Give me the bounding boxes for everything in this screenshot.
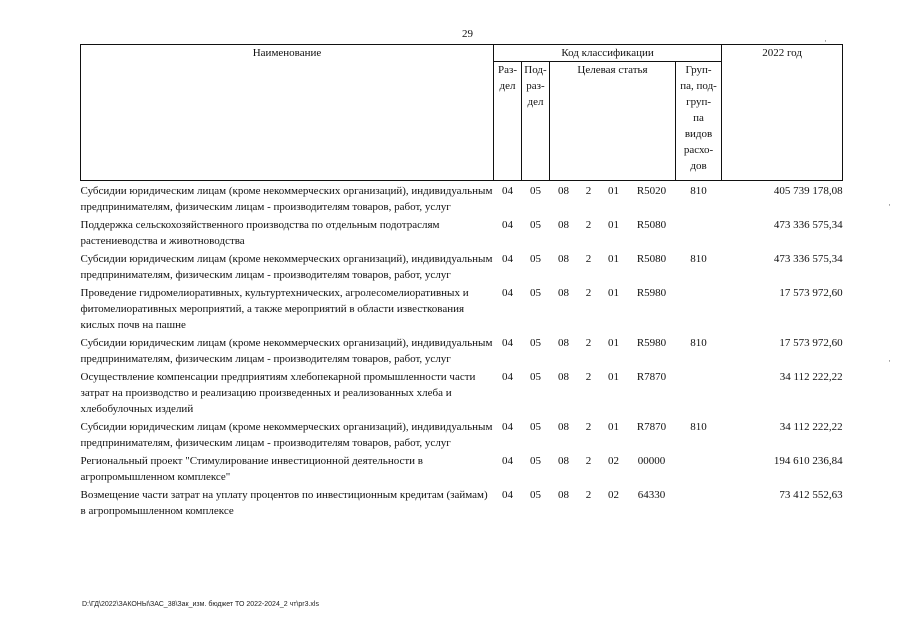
header-razdel: Раз- дел — [494, 62, 522, 181]
row-podrazdel: 05 — [530, 371, 541, 383]
row-cs1: 08 — [558, 253, 569, 265]
row-amount: 473 336 575,34 — [773, 219, 843, 231]
row-amount: 473 336 575,34 — [773, 253, 843, 265]
table-row — [81, 283, 843, 333]
row-name: Региональный проект "Стимулирование инвестиционной деятельности в агропромышленном комплексе" — [80, 455, 423, 483]
row-vr: 810 — [690, 337, 707, 349]
row-cs3: 01 — [608, 371, 619, 383]
row-podrazdel: 05 — [530, 489, 541, 501]
table-row — [81, 485, 843, 519]
header-name: Наименование — [81, 45, 494, 181]
table-row — [81, 367, 843, 417]
row-name: Субсидии юридическим лицам (кроме некоммерческих организаций), индивидуальным предпринимателям, физическим лицам - производителям товаров, работ, услуг — [80, 337, 493, 365]
row-name: Возмещение части затрат на уплату процентов по инвестиционным кредитам (займам) в агропромышленном комплексе — [80, 489, 488, 517]
row-cs4: 64330 — [637, 489, 666, 501]
row-vr — [676, 485, 722, 519]
footer-file-path: D:\ГД\2022\ЗАКОНЫ\ЗАС_38\Зак_изм. бюджет ТО 2022-2024_2 чт\pr3.xls — [82, 601, 319, 608]
row-cs1: 08 — [558, 421, 569, 433]
row-cs3: 01 — [608, 185, 619, 197]
row-cs4: R5020 — [636, 185, 667, 197]
row-cs3: 02 — [608, 455, 619, 467]
header-year: 2022 год — [722, 45, 843, 181]
row-name: Осуществление компенсации предприятиям хлебопекарной промышленности части затрат на производство и реализацию произведенных и реализованных хлеба и хлебобулочных изделий — [80, 371, 476, 415]
row-cs4: R5980 — [636, 337, 667, 349]
row-cs2: 2 — [585, 219, 592, 231]
row-vr — [676, 451, 722, 485]
row-cs3: 01 — [608, 337, 619, 349]
table-row — [81, 181, 843, 216]
row-vr — [676, 215, 722, 249]
table-row — [81, 215, 843, 249]
row-cs2: 2 — [585, 185, 592, 197]
row-podrazdel: 05 — [530, 219, 541, 231]
row-cs1: 08 — [558, 489, 569, 501]
row-amount: 194 610 236,84 — [773, 455, 843, 467]
row-razdel: 04 — [502, 337, 513, 349]
row-cs1: 08 — [558, 287, 569, 299]
row-razdel: 04 — [502, 253, 513, 265]
row-cs2: 2 — [585, 371, 592, 383]
row-cs4: R5080 — [636, 219, 667, 231]
row-razdel: 04 — [502, 421, 513, 433]
row-cs2: 2 — [585, 455, 592, 467]
table-row — [81, 451, 843, 485]
row-cs4: R7870 — [636, 371, 667, 383]
header-group: Груп- па, под- груп- па видов расхо- дов — [676, 62, 722, 181]
row-cs2: 2 — [585, 337, 592, 349]
row-name: Проведение гидромелиоративных, культуртехнических, агролесомелиоративных и фитомелиоративных мероприятий, а также мероприятий в области известкования кислых почв на пашне — [80, 287, 469, 331]
row-cs4: 00000 — [637, 455, 666, 467]
row-amount: 34 112 222,22 — [779, 371, 843, 383]
header-podrazdel: Под- раз- дел — [522, 62, 550, 181]
header-code: Код классификации — [494, 45, 722, 62]
row-amount: 17 573 972,60 — [779, 337, 843, 349]
row-cs1: 08 — [558, 185, 569, 197]
row-cs1: 08 — [558, 371, 569, 383]
row-cs1: 08 — [558, 219, 569, 231]
row-cs4: R5080 — [636, 253, 667, 265]
row-vr: 810 — [690, 185, 707, 197]
row-vr — [676, 283, 722, 333]
row-vr — [676, 367, 722, 417]
row-cs2: 2 — [585, 253, 592, 265]
row-name: Субсидии юридическим лицам (кроме некоммерческих организаций), индивидуальным предпринимателям, физическим лицам - производителям товаров, работ, услуг — [80, 421, 493, 449]
row-cs4: R5980 — [636, 287, 667, 299]
row-amount: 405 739 178,08 — [773, 185, 843, 197]
row-razdel: 04 — [502, 219, 513, 231]
row-podrazdel: 05 — [530, 455, 541, 467]
budget-table — [80, 44, 843, 519]
row-cs1: 08 — [558, 455, 569, 467]
header-target: Целевая статья — [550, 62, 676, 181]
scan-mark: · — [824, 36, 827, 46]
table-header — [81, 45, 843, 181]
row-amount: 34 112 222,22 — [779, 421, 843, 433]
row-name: Поддержка сельскохозяйственного производства по отдельным подотраслям растениеводства и животноводства — [80, 219, 440, 247]
row-amount: 17 573 972,60 — [779, 287, 843, 299]
table-row — [81, 333, 843, 367]
page-number: 29 — [462, 28, 473, 40]
row-podrazdel: 05 — [530, 185, 541, 197]
row-amount: 73 412 552,63 — [779, 489, 843, 501]
scan-mark: · — [888, 200, 891, 210]
row-cs2: 2 — [585, 287, 592, 299]
row-razdel: 04 — [502, 371, 513, 383]
row-podrazdel: 05 — [530, 337, 541, 349]
row-razdel: 04 — [502, 455, 513, 467]
row-cs3: 02 — [608, 489, 619, 501]
row-vr: 810 — [690, 253, 707, 265]
row-razdel: 04 — [502, 287, 513, 299]
row-podrazdel: 05 — [530, 421, 541, 433]
row-cs2: 2 — [585, 421, 592, 433]
row-cs1: 08 — [558, 337, 569, 349]
table-body — [81, 181, 843, 520]
row-cs3: 01 — [608, 219, 619, 231]
row-cs2: 2 — [585, 489, 592, 501]
row-cs3: 01 — [608, 253, 619, 265]
row-cs3: 01 — [608, 287, 619, 299]
row-podrazdel: 05 — [530, 287, 541, 299]
scan-mark: · — [888, 356, 891, 366]
row-name: Субсидии юридическим лицам (кроме некоммерческих организаций), индивидуальным предпринимателям, физическим лицам - производителям товаров, работ, услуг — [80, 253, 493, 281]
table-row — [81, 417, 843, 451]
row-razdel: 04 — [502, 489, 513, 501]
row-cs4: R7870 — [636, 421, 667, 433]
row-razdel: 04 — [502, 185, 513, 197]
row-podrazdel: 05 — [530, 253, 541, 265]
row-vr: 810 — [690, 421, 707, 433]
row-cs3: 01 — [608, 421, 619, 433]
row-name: Субсидии юридическим лицам (кроме некоммерческих организаций), индивидуальным предпринимателям, физическим лицам - производителям товаров, работ, услуг — [80, 185, 493, 213]
table-row — [81, 249, 843, 283]
